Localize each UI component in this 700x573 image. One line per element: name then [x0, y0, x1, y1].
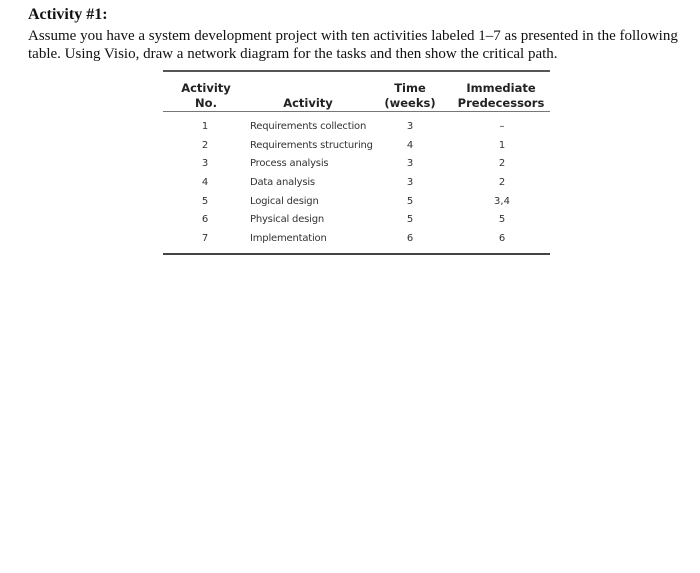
cell-predecessors: –: [499, 121, 505, 132]
table-bottom-rule: [163, 253, 550, 255]
instructions-paragraph: Assume you have a system development project with ten activities labeled 1–7 as presented in the following table. Using Visio, draw a network diagram for the tasks and then show the critical path.: [28, 28, 678, 62]
cell-activity-no: 4: [201, 177, 209, 188]
header-time: [376, 81, 444, 111]
cell-predecessors: 6: [498, 233, 506, 244]
table-row: [163, 119, 550, 135]
cell-predecessors: 3,4: [494, 196, 510, 207]
cell-activity: Logical design: [250, 196, 319, 207]
table-row: [163, 231, 550, 247]
cell-predecessors: 5: [498, 214, 506, 225]
table-row: [163, 212, 550, 228]
cell-time: 4: [406, 140, 414, 151]
table-row: [163, 156, 550, 172]
table-row: [163, 175, 550, 191]
cell-activity: Process analysis: [250, 158, 329, 169]
header-predecessors-line2: Predecessors: [457, 96, 545, 110]
cell-predecessors: 2: [498, 177, 506, 188]
cell-activity-no: 2: [201, 140, 209, 151]
header-activity-no-line1: Activity: [181, 81, 231, 95]
header-predecessors: [455, 81, 547, 111]
table-header-rule: [163, 111, 550, 112]
header-predecessors-line1: Immediate: [466, 81, 536, 95]
cell-time: 3: [406, 177, 414, 188]
activity-title: Activity #1:: [28, 6, 108, 23]
cell-activity: Requirements collection: [250, 121, 367, 132]
cell-activity-no: 3: [201, 158, 209, 169]
cell-activity-no: 1: [201, 121, 209, 132]
cell-activity-no: 7: [201, 233, 209, 244]
cell-time: 5: [406, 196, 414, 207]
cell-time: 3: [406, 158, 414, 169]
header-activity-no: [171, 81, 241, 111]
cell-activity-no: 5: [201, 196, 209, 207]
activity-table: [163, 70, 550, 256]
cell-predecessors: 2: [498, 158, 506, 169]
cell-predecessors: 1: [498, 140, 506, 151]
table-row: [163, 194, 550, 210]
cell-activity: Implementation: [250, 233, 327, 244]
cell-time: 3: [406, 121, 414, 132]
cell-time: 6: [406, 233, 414, 244]
cell-activity: Data analysis: [250, 177, 315, 188]
cell-activity-no: 6: [201, 214, 209, 225]
table-row: [163, 138, 550, 154]
cell-activity: Physical design: [250, 214, 325, 225]
header-time-line2: (weeks): [384, 96, 436, 110]
header-activity: Activity: [283, 96, 333, 110]
cell-activity: Requirements structuring: [250, 140, 373, 151]
header-activity-no-line2: No.: [195, 96, 217, 110]
cell-time: 5: [406, 214, 414, 225]
header-time-line1: Time: [394, 81, 426, 95]
table-top-rule: [163, 70, 550, 72]
